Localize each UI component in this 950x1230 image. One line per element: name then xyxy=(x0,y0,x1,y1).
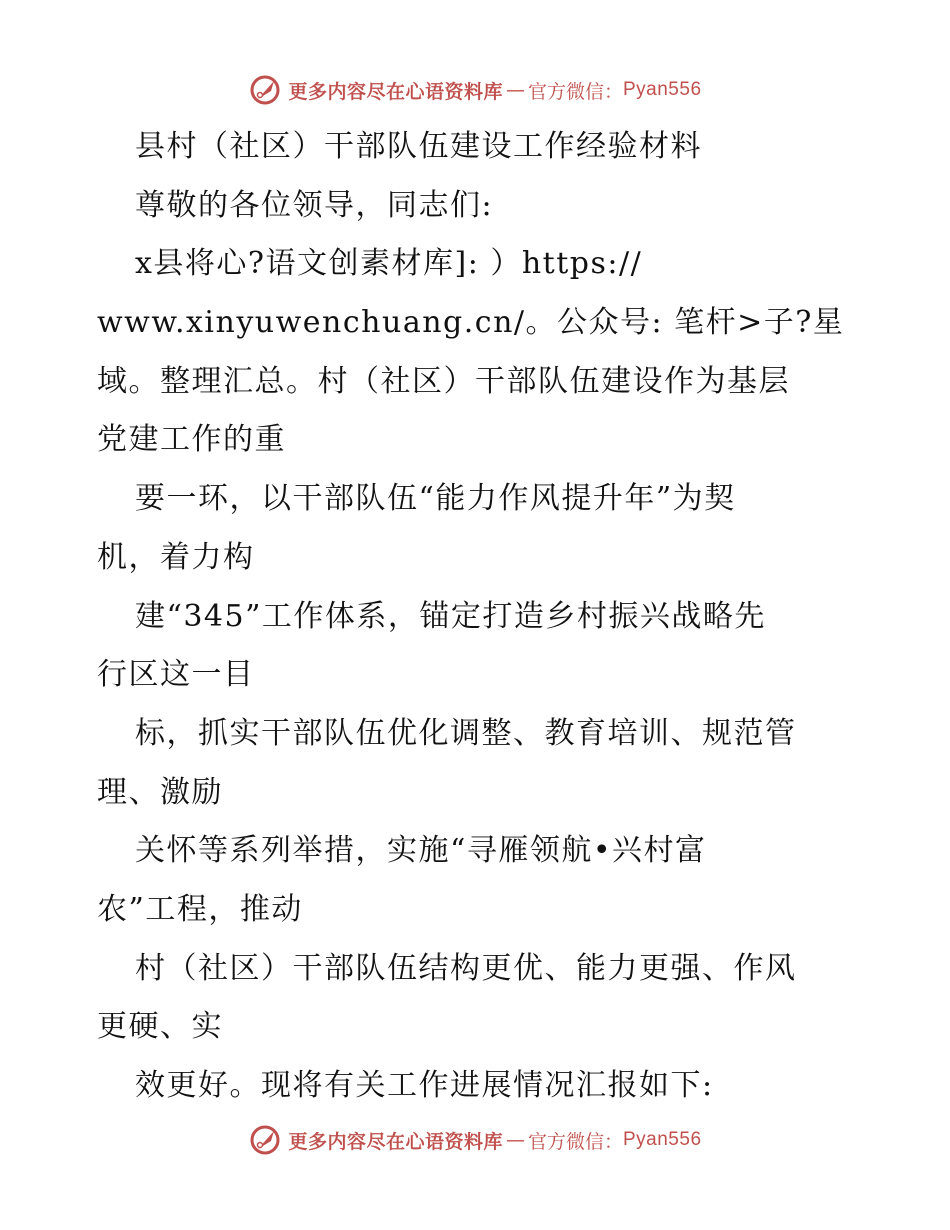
body-line: 行区这一目 xyxy=(97,657,255,693)
watermark-label: 官方微信： xyxy=(527,80,623,103)
body-line: 关怀等系列举措，实施“寻雁领航•兴村富 xyxy=(135,833,707,869)
body-line: 效更好。现将有关工作进展情况汇报如下: xyxy=(135,1068,714,1103)
quill-logo-icon xyxy=(248,1123,282,1157)
body-line: 域。整理汇总。村（社区）干部队伍建设作为基层 xyxy=(97,363,790,399)
body-line: 理、激励 xyxy=(97,774,223,810)
body-line: 标，抓实干部队伍优化调整、教育培训、规范管 xyxy=(135,715,797,751)
body-line: 机，着力构 xyxy=(97,539,255,575)
body-line: 建“345”工作体系，锚定打造乡村振兴战略先 xyxy=(135,598,766,634)
body-line: 更硬、实 xyxy=(97,1009,223,1045)
body-line: x县将心?语文创素材库]: ）https:// xyxy=(135,246,643,282)
body-line: 党建工作的重 xyxy=(97,422,286,458)
salutation: 尊敬的各位领导，同志们: xyxy=(135,187,494,223)
quill-logo-icon xyxy=(248,73,282,107)
watermark-label: 官方微信： xyxy=(527,1130,623,1153)
watermark-separator: — xyxy=(505,1129,525,1151)
watermark-separator: — xyxy=(505,79,525,101)
watermark-name: 更多内容尽在心语资料库 xyxy=(288,1130,503,1153)
body-line: www.xinyuwenchuang.cn/。公众号: 笔杆>子?星 xyxy=(97,305,845,341)
watermark-name: 更多内容尽在心语资料库 xyxy=(288,80,503,103)
watermark-id: Pyan556 xyxy=(623,1129,702,1150)
header-watermark xyxy=(0,70,950,110)
watermark-id: Pyan556 xyxy=(623,79,702,100)
footer-watermark xyxy=(0,1120,950,1160)
body-line: 村（社区）干部队伍结构更优、能力更强、作风 xyxy=(135,950,797,986)
document-title: 县村（社区）干部队伍建设工作经验材料 xyxy=(135,129,702,164)
body-line: 农”工程，推动 xyxy=(97,891,303,927)
body-line: 要一环，以干部队伍“能力作风提升年”为契 xyxy=(135,481,736,517)
document-body xyxy=(97,118,897,1116)
